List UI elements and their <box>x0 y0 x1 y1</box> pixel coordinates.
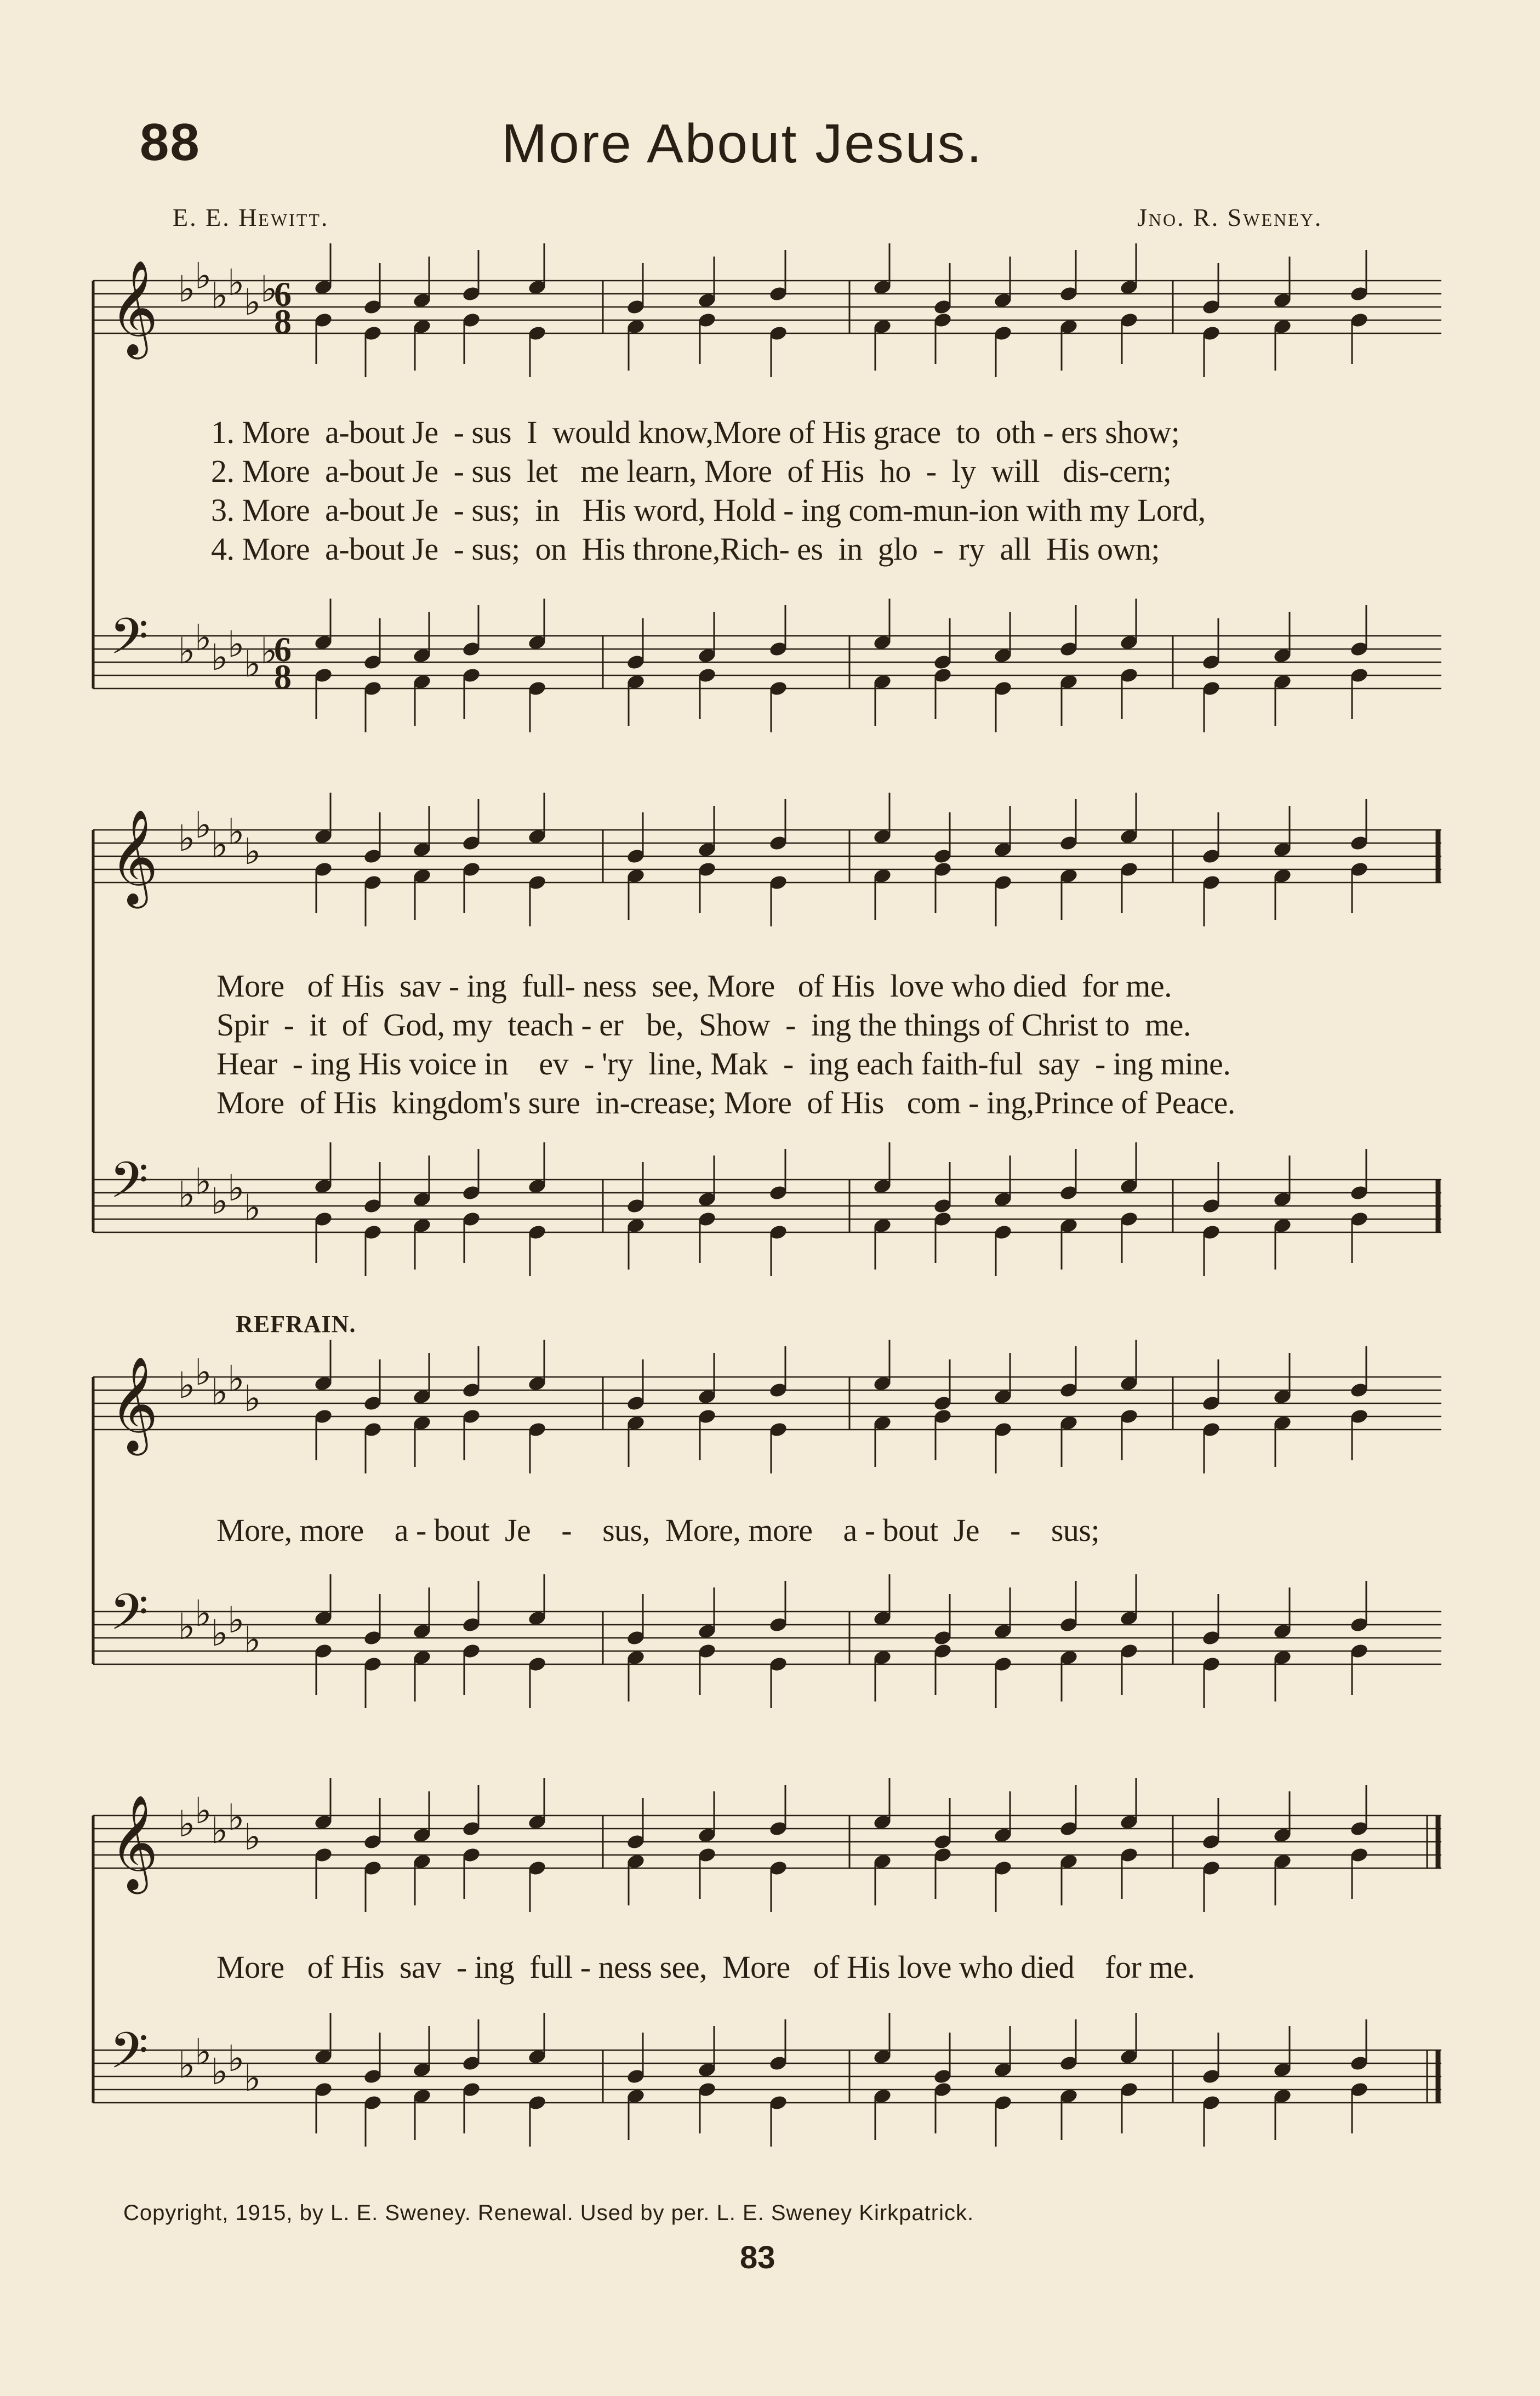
note-group <box>313 1574 1369 1708</box>
flat-icon: ♭ <box>178 2044 196 2086</box>
time-signature-top: 6 <box>274 275 292 314</box>
flat-icon: ♭ <box>227 1599 245 1641</box>
note-group <box>313 1142 1369 1276</box>
flat-icon: ♭ <box>244 1816 261 1858</box>
flat-icon: ♭ <box>195 1592 212 1635</box>
flat-icon: ♭ <box>195 2031 212 2073</box>
composer-credit: Jno. R. Sweney. <box>1137 203 1323 231</box>
grand-staff-4 <box>93 1790 1441 2171</box>
refrain-label: REFRAIN. <box>236 1311 356 1338</box>
flat-icon: ♭ <box>195 1351 212 1393</box>
flat-icon: ♭ <box>211 1180 229 1222</box>
flat-icon: ♭ <box>195 804 212 846</box>
lyric-line-2: Spir - it of God, my teach - er be, Show - ing the things of Christ to me. <box>216 1007 1191 1043</box>
flat-icon: ♭ <box>244 643 261 685</box>
lyric-line-3: Hear - ing His voice in ev - 'ry line, Mak - ing each faith-ful say - ing mine. <box>216 1046 1231 1082</box>
flat-icon: ♭ <box>244 1619 261 1661</box>
time-signature-bottom: 8 <box>274 302 292 341</box>
note-group <box>313 1340 1369 1473</box>
flat-icon: ♭ <box>211 824 229 866</box>
flat-icon: ♭ <box>244 1187 261 1229</box>
music-system-1 <box>93 255 1441 724</box>
time-signature-bottom: 8 <box>274 657 292 696</box>
flat-icon: ♭ <box>211 636 229 679</box>
flat-icon: ♭ <box>227 811 245 853</box>
author-credit: E. E. Hewitt. <box>173 203 329 231</box>
bass-staff <box>93 2013 1441 2147</box>
flat-icon: ♭ <box>178 268 196 310</box>
flat-icon: ♭ <box>244 281 261 323</box>
flat-icon: ♭ <box>260 268 278 310</box>
flat-icon: ♭ <box>260 630 278 672</box>
note-group <box>313 793 1369 926</box>
time-signature-top: 6 <box>274 630 292 669</box>
flat-icon: ♭ <box>244 2057 261 2099</box>
flat-icon: ♭ <box>211 1612 229 1654</box>
lyric-line-1: More, more a - bout Je - sus, More, more a - bout Je - sus; <box>216 1512 1100 1548</box>
flat-icon: ♭ <box>211 1371 229 1413</box>
music-system-4 <box>93 1790 1441 2171</box>
bass-clef-icon: 𝄢 <box>110 1583 149 1653</box>
lyric-line-1: More of His sav - ing full - ness see, More of His love who died for me. <box>216 1949 1195 1985</box>
flat-icon: ♭ <box>178 817 196 860</box>
note-group <box>313 243 1369 377</box>
treble-clef-icon: 𝄞 <box>110 260 158 355</box>
music-system-2 <box>93 804 1441 1294</box>
grand-staff-3 <box>93 1351 1441 1743</box>
treble-clef-icon: 𝄞 <box>110 1795 158 1890</box>
flat-icon: ♭ <box>178 1174 196 1216</box>
flat-icon: ♭ <box>227 261 245 304</box>
treble-staff <box>93 1778 1441 1912</box>
bass-staff <box>93 1142 1441 1276</box>
music-system-3 <box>93 1351 1441 1743</box>
flat-icon: ♭ <box>195 1790 212 1832</box>
flat-icon: ♭ <box>227 1167 245 1209</box>
bass-staff <box>93 599 1441 732</box>
flat-icon: ♭ <box>227 623 245 665</box>
flat-icon: ♭ <box>211 2051 229 2093</box>
flat-icon: ♭ <box>195 1160 212 1203</box>
note-group <box>313 599 1369 732</box>
flat-icon: ♭ <box>178 1803 196 1845</box>
flat-icon: ♭ <box>195 255 212 297</box>
treble-clef-icon: 𝄞 <box>110 1356 158 1452</box>
flat-icon: ♭ <box>211 1809 229 1852</box>
bass-staff <box>93 1574 1441 1708</box>
page-number: 83 <box>740 2240 775 2275</box>
treble-staff <box>93 1340 1441 1473</box>
flat-icon: ♭ <box>227 1358 245 1400</box>
bass-clef-icon: 𝄢 <box>110 1151 149 1221</box>
flat-icon: ♭ <box>178 1364 196 1407</box>
lyric-line-4: More of His kingdom's sure in-crease; More of His com - ing,Prince of Peace. <box>216 1085 1235 1120</box>
copyright-notice: Copyright, 1915, by L. E. Sweney. Renewal. Used by per. L. E. Sweney Kirkpatrick. <box>123 2201 974 2225</box>
bass-clef-icon: 𝄢 <box>110 607 149 678</box>
flat-icon: ♭ <box>227 2038 245 2080</box>
treble-staff <box>93 793 1441 926</box>
flat-icon: ♭ <box>178 630 196 672</box>
lyric-line-2: 2. More a-bout Je - sus let me learn, More of His ho - ly will dis-cern; <box>211 453 1172 489</box>
note-group <box>313 1778 1369 1912</box>
lyric-line-4: 4. More a-bout Je - sus; on His throne,Rich- es in glo - ry all His own; <box>211 531 1160 567</box>
hymn-number: 88 <box>140 113 201 172</box>
flat-icon: ♭ <box>244 830 261 873</box>
flat-icon: ♭ <box>211 275 229 317</box>
lyric-line-1: More of His sav - ing full- ness see, More of His love who died for me. <box>216 968 1172 1004</box>
flat-icon: ♭ <box>227 1796 245 1839</box>
lyric-line-1: 1. More a-bout Je - sus I would know,More of His grace to oth - ers show; <box>211 414 1180 450</box>
treble-staff <box>93 243 1441 377</box>
note-group <box>313 2013 1369 2147</box>
flat-icon: ♭ <box>178 1606 196 1648</box>
flat-icon: ♭ <box>195 617 212 659</box>
hymn-title: More About Jesus. <box>501 113 984 174</box>
flat-icon: ♭ <box>244 1378 261 1420</box>
lyric-line-3: 3. More a-bout Je - sus; in His word, Hold - ing com-mun-ion with my Lord, <box>211 492 1206 528</box>
bass-clef-icon: 𝄢 <box>110 2022 149 2092</box>
treble-clef-icon: 𝄞 <box>110 809 158 904</box>
